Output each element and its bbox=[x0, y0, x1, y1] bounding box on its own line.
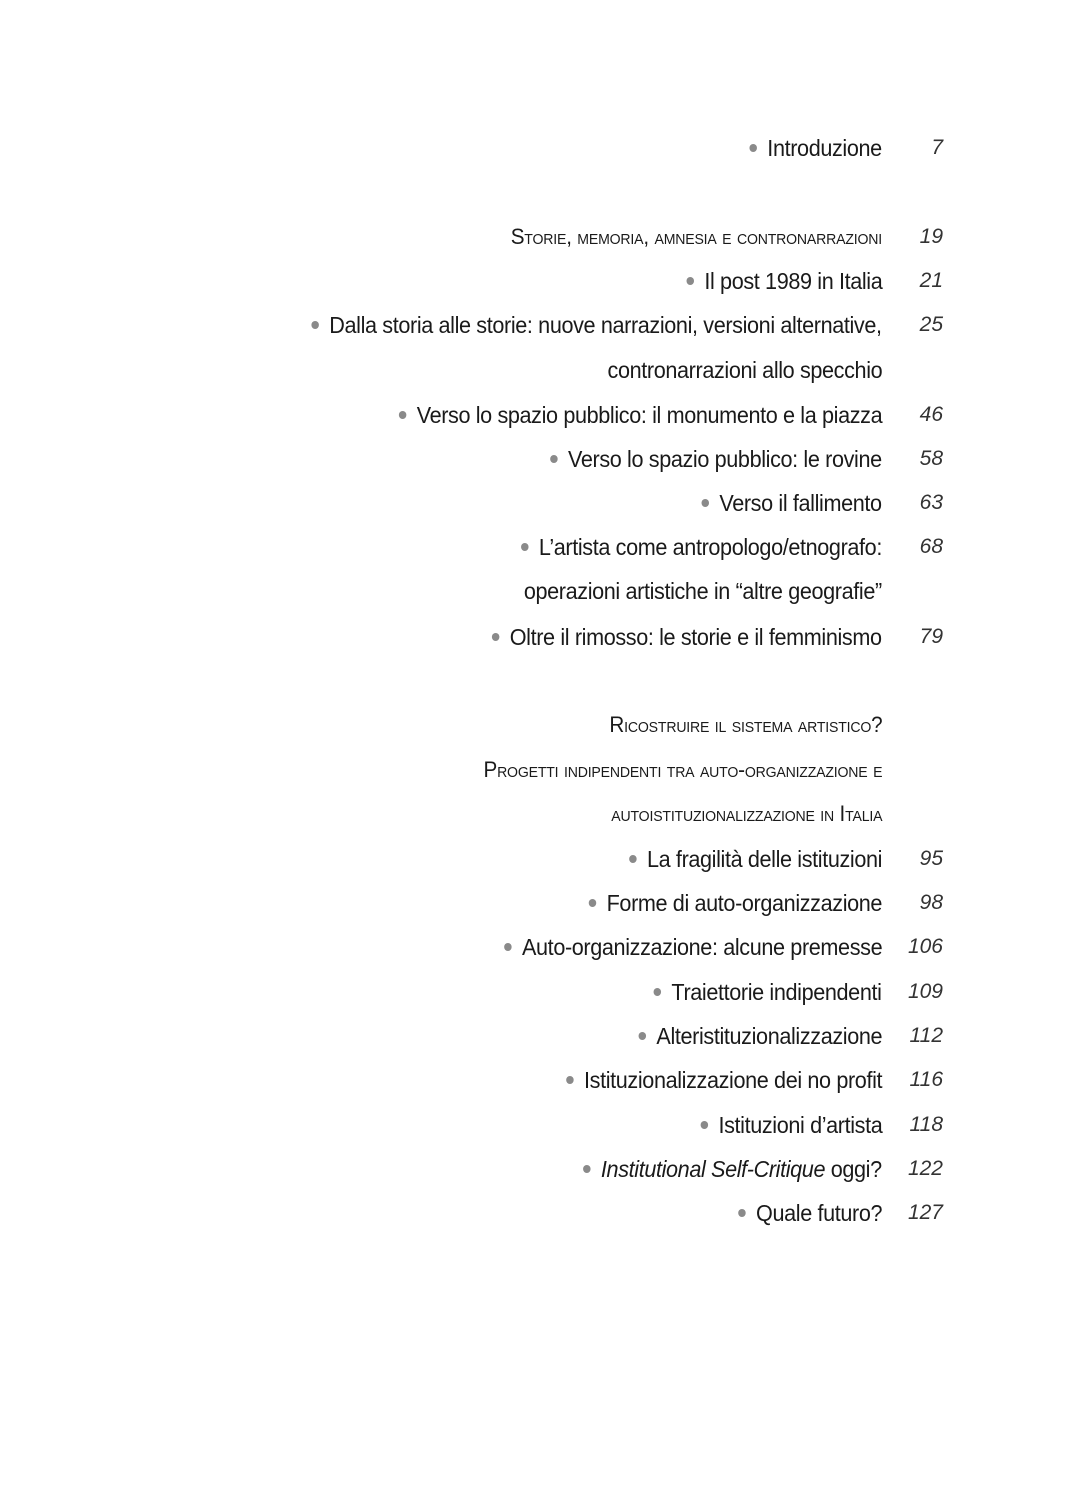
bullet-icon bbox=[583, 1165, 591, 1173]
page-number: 116 bbox=[909, 1068, 943, 1091]
title-part: Il post 1989 in Italia bbox=[703, 268, 882, 294]
page-number: 79 bbox=[919, 625, 943, 648]
toc-entry-title bbox=[483, 755, 882, 785]
title-part: Storie, memoria, amnesia e contronarrazioni bbox=[510, 224, 882, 249]
toc-entry bbox=[0, 844, 1069, 874]
toc-entry-title bbox=[312, 310, 882, 340]
title-part: autoistituzionalizzazione in Italia bbox=[610, 801, 882, 826]
page-number: 46 bbox=[919, 403, 943, 426]
toc-entry-title bbox=[521, 532, 882, 562]
bullet-icon bbox=[700, 1121, 708, 1129]
toc-entry bbox=[0, 133, 1069, 163]
bullet-icon bbox=[504, 943, 512, 951]
title-part: L’artista come antropologo/etnografo: bbox=[538, 534, 882, 560]
title-part: Istituzioni d’artista bbox=[718, 1112, 882, 1138]
page-number: 21 bbox=[919, 269, 943, 292]
title-part: Verso lo spazio pubblico: le rovine bbox=[568, 446, 882, 472]
title-part: Forme di auto-organizzazione bbox=[606, 890, 882, 916]
bullet-icon bbox=[589, 899, 597, 907]
page-number: 19 bbox=[919, 225, 943, 248]
toc-entry bbox=[0, 622, 1069, 652]
bullet-icon bbox=[686, 277, 694, 285]
toc-entry-title bbox=[504, 932, 882, 962]
page-number: 118 bbox=[909, 1113, 943, 1136]
toc-entry-title bbox=[750, 133, 882, 163]
toc-section-heading bbox=[0, 799, 1069, 829]
page-number: 109 bbox=[907, 980, 943, 1003]
toc-entry bbox=[0, 444, 1069, 474]
title-part: La fragilità delle istituzioni bbox=[646, 846, 882, 872]
toc-entry-title bbox=[654, 977, 882, 1007]
toc-entry-title bbox=[566, 1065, 882, 1095]
toc-section-heading bbox=[0, 755, 1069, 785]
page-number: 7 bbox=[931, 136, 943, 159]
title-part: oggi? bbox=[825, 1156, 882, 1182]
page-number: 63 bbox=[919, 491, 943, 514]
bullet-icon bbox=[492, 633, 500, 641]
toc-entry bbox=[0, 1198, 1069, 1228]
toc-entry-title bbox=[638, 1021, 882, 1051]
bullet-icon bbox=[750, 144, 758, 152]
page-number: 25 bbox=[919, 313, 943, 336]
title-part: Quale futuro? bbox=[755, 1200, 882, 1226]
toc-entry-title bbox=[738, 1198, 882, 1228]
title-part: Verso il fallimento bbox=[719, 490, 882, 516]
toc-entry-title bbox=[511, 222, 882, 252]
toc-entry-continuation bbox=[0, 355, 1069, 385]
toc-entry bbox=[0, 1021, 1069, 1051]
bullet-icon bbox=[550, 455, 558, 463]
title-part: operazioni artistiche in “altre geografie” bbox=[524, 578, 882, 604]
page-number: 58 bbox=[919, 447, 943, 470]
italic-title-part: Institutional Self-Critique bbox=[601, 1156, 826, 1182]
toc-section-heading bbox=[0, 710, 1069, 740]
title-part: Alteristituzionalizzazione bbox=[656, 1023, 882, 1049]
toc-entry bbox=[0, 310, 1069, 340]
bullet-icon bbox=[629, 855, 637, 863]
toc-entry-title bbox=[550, 444, 882, 474]
toc-entry bbox=[0, 1065, 1069, 1095]
title-part: Dalla storia alle storie: nuove narrazioni, versioni alternative, bbox=[329, 312, 882, 338]
bullet-icon bbox=[738, 1209, 746, 1217]
bullet-icon bbox=[702, 499, 710, 507]
page-number: 95 bbox=[919, 847, 943, 870]
title-part: Traiettorie indipendenti bbox=[671, 979, 882, 1005]
page-number: 68 bbox=[919, 535, 943, 558]
bullet-icon bbox=[638, 1032, 646, 1040]
page-number: 127 bbox=[907, 1201, 943, 1224]
toc-entry-title bbox=[399, 400, 882, 430]
title-part: contronarrazioni allo specchio bbox=[607, 357, 882, 383]
title-part: Auto-organizzazione: alcune premesse bbox=[521, 934, 882, 960]
toc-entry-title bbox=[524, 576, 882, 606]
toc-entry-title bbox=[492, 622, 882, 652]
toc-entry-title bbox=[583, 1154, 882, 1184]
toc-entry bbox=[0, 266, 1069, 296]
toc-entry bbox=[0, 888, 1069, 918]
toc-entry-title bbox=[611, 799, 882, 829]
toc-entry-title bbox=[589, 888, 882, 918]
page-number: 112 bbox=[909, 1024, 943, 1047]
bullet-icon bbox=[399, 411, 407, 419]
page-number: 98 bbox=[919, 891, 943, 914]
toc-entry-title bbox=[686, 266, 882, 296]
toc-entry bbox=[0, 977, 1069, 1007]
bullet-icon bbox=[566, 1076, 574, 1084]
title-part: Ricostruire il sistema artistico? bbox=[608, 712, 882, 737]
toc-entry-title bbox=[702, 488, 882, 518]
page-number: 122 bbox=[907, 1157, 943, 1180]
toc-entry bbox=[0, 400, 1069, 430]
toc-entry bbox=[0, 932, 1069, 962]
toc-entry bbox=[0, 532, 1069, 562]
title-part: Verso lo spazio pubblico: il monumento e la piazza bbox=[416, 402, 882, 428]
toc-entry-title bbox=[629, 844, 882, 874]
toc-entry bbox=[0, 488, 1069, 518]
bullet-icon bbox=[654, 988, 662, 996]
bullet-icon bbox=[521, 543, 529, 551]
toc-entry-title bbox=[700, 1110, 882, 1140]
title-part: Progetti indipendenti tra auto-organizzazione e bbox=[483, 757, 882, 782]
toc-entry bbox=[0, 1154, 1069, 1184]
toc-entry-title bbox=[609, 710, 882, 740]
toc-entry-title bbox=[607, 355, 882, 385]
page-number: 106 bbox=[907, 935, 943, 958]
title-part: Oltre il rimosso: le storie e il femminismo bbox=[510, 624, 882, 650]
title-part: Istituzionalizzazione dei no profit bbox=[583, 1067, 882, 1093]
bullet-icon bbox=[312, 321, 320, 329]
toc-entry-continuation bbox=[0, 576, 1069, 606]
title-part: Introduzione bbox=[767, 135, 882, 161]
toc-entry bbox=[0, 1110, 1069, 1140]
toc-section-heading bbox=[0, 222, 1069, 252]
